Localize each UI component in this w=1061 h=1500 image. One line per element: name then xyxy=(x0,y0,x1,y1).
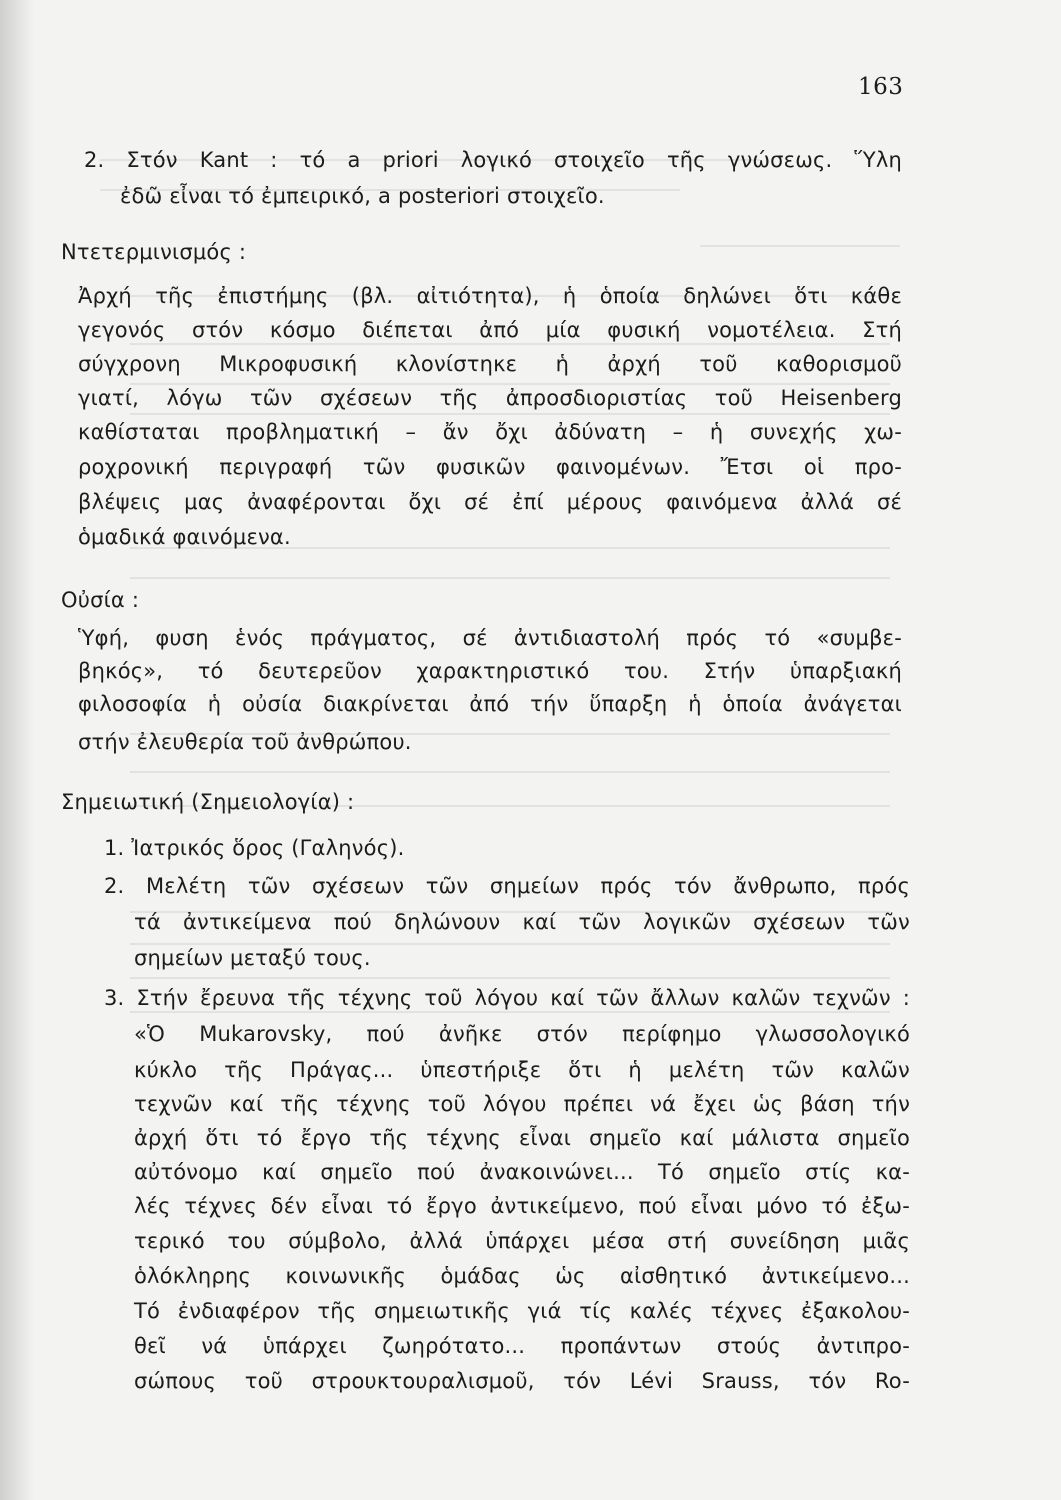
heading-ousia: Οὐσία : xyxy=(61,588,140,612)
text-line: στήν ἐλευθερία τοῦ ἀνθρώπου. xyxy=(78,730,412,754)
text-line: σημείων μεταξύ τους. xyxy=(134,946,371,970)
text-line: κύκλο τῆς Πράγας... ὑπεστήριξε ὅτι ἡ μελέτη τῶν καλῶν xyxy=(134,1058,910,1082)
text-line: τεχνῶν καί τῆς τέχνης τοῦ λόγου πρέπει νά ἔχει ὡς βάση τήν xyxy=(134,1092,910,1116)
text-line: καθίσταται προβληματική – ἄν ὄχι ἀδύνατη – ἡ συνεχής χω- xyxy=(78,420,902,444)
text-line: γιατί, λόγω τῶν σχέσεων τῆς ἀπροσδιοριστίας τοῦ Heisenberg xyxy=(78,386,902,410)
binding-shadow xyxy=(0,0,34,1500)
text-line: Ἀρχή τῆς ἐπιστήμης (βλ. αἰτιότητα), ἡ ὁποία δηλώνει ὅτι κάθε xyxy=(78,284,902,308)
text-line: ὁλόκληρης κοινωνικῆς ὁμάδας ὡς αἰσθητικό ἀντικείμενο... xyxy=(134,1264,910,1288)
heading-semiotics: Σημειωτική (Σημειολογία) : xyxy=(61,790,355,814)
text-line: Τό ἐνδιαφέρον τῆς σημειωτικῆς γιά τίς καλές τέχνες ἐξακολου- xyxy=(134,1299,910,1323)
text-line: αὐτόνομο καί σημεῖο πού ἀνακοινώνει... Τό σημεῖο στίς κα- xyxy=(134,1160,910,1184)
text-line: «Ὁ Mukarovsky, πού ἀνῆκε στόν περίφημο γλωσσολογικό xyxy=(134,1022,910,1046)
text-line: σώπους τοῦ στρουκτουραλισμοῦ, τόν Lévi Srauss, τόν Ro- xyxy=(134,1369,910,1393)
text-line: 1. Ἰατρικός ὅρος (Γαληνός). xyxy=(104,836,405,860)
text-line: τερικό του σύμβολο, ἀλλά ὑπάρχει μέσα στή συνείδηση μιᾶς xyxy=(134,1229,910,1253)
text-line: βηκός», τό δευτερεῦον χαρακτηριστικό του. Στήν ὑπαρξιακή xyxy=(78,659,902,683)
text-line: τά ἀντικείμενα πού δηλώνουν καί τῶν λογικῶν σχέσεων τῶν xyxy=(134,910,910,934)
text-line: φιλοσοφία ἡ οὐσία διακρίνεται ἀπό τήν ὕπαρξη ἡ ὁποία ἀνάγεται xyxy=(78,692,902,716)
text-line: ἀρχή ὅτι τό ἔργο τῆς τέχνης εἶναι σημεῖο καί μάλιστα σημεῖο xyxy=(134,1126,910,1150)
text-line: ροχρονική περιγραφή τῶν φυσικῶν φαινομένων. Ἔτσι οἱ προ- xyxy=(78,455,902,479)
text-line: 3. Στήν ἔρευνα τῆς τέχνης τοῦ λόγου καί τῶν ἄλλων καλῶν τεχνῶν : xyxy=(104,986,910,1010)
text-line: 2. Στόν Kant : τό a priori λογικό στοιχεῖο τῆς γνώσεως. Ὕλη xyxy=(84,148,902,172)
text-line: ὁμαδικά φαινόμενα. xyxy=(78,525,291,549)
text-line: ἐδῶ εἶναι τό ἐμπειρικό, a posteriori στοιχεῖο. xyxy=(120,184,605,208)
text-line: γεγονός στόν κόσμο διέπεται ἀπό μία φυσική νομοτέλεια. Στή xyxy=(78,318,902,342)
text-line: 2. Μελέτη τῶν σχέσεων τῶν σημείων πρός τόν ἄνθρωπο, πρός xyxy=(104,874,910,898)
text-line: θεῖ νά ὑπάρχει ζωηρότατο... προπάντων στούς ἀντιπρο- xyxy=(134,1334,910,1358)
text-line: λές τέχνες δέν εἶναι τό ἔργο ἀντικείμενο, πού εἶναι μόνο τό ἐξω- xyxy=(134,1194,910,1218)
text-line: Ὑφή, φυση ἑνός πράγματος, σέ ἀντιδιαστολή πρός τό «συμβε- xyxy=(78,626,902,650)
page-number: 163 xyxy=(858,74,904,100)
heading-determinism: Ντετερμινισμός : xyxy=(61,240,247,264)
text-line: βλέψεις μας ἀναφέρονται ὄχι σέ ἐπί μέρους φαινόμενα ἀλλά σέ xyxy=(78,490,902,514)
text-line: σύγχρονη Μικροφυσική κλονίστηκε ἡ ἀρχή τοῦ καθορισμοῦ xyxy=(78,352,902,376)
